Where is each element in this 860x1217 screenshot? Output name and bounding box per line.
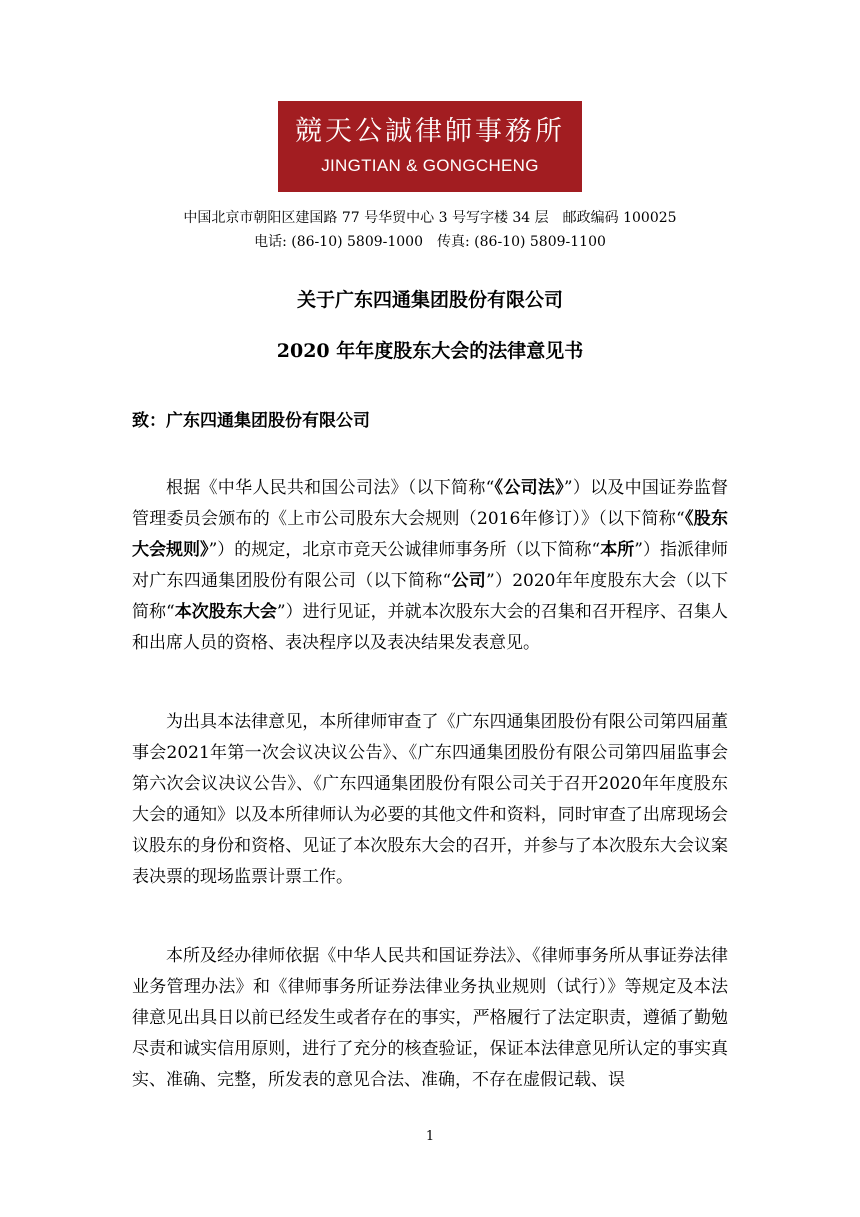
paragraph-3: 本所及经办律师依据《中华人民共和国证券法》、《律师事务所从事证券法律业务管理办法》和《律师事务所证券法律业务执业规则（试行）》等规定及本法律意见出具日以前已经发生或者存在的事实，严格履行了法定职责，遵循了勤勉尽责和诚实信用原则，进行了充分的核查验证，保证本法律意见所认定的事实真实、准确、完整，所发表的意见合法、准确，不存在虚假记载、误 <box>132 946 728 1090</box>
paragraph-1-text: ”）的规定，北京市竞天公诚律师事务所（以下简称“ <box>208 540 601 560</box>
paragraph-2: 为出具本法律意见，本所律师审查了《广东四通集团股份有限公司第四届董事会2021年第一次会议决议公告》、《广东四通集团股份有限公司第四届监事会第六次会议决议公告》、《广东四通集团股份有限公司关于召开2020年年度股东大会的通知》以及本所律师认为必要的其他文件和资料，同时审查了出席现场会议股东的身份和资格、见证了本次股东大会的召开，并参与了本次股东大会议案表决票的现场监票计票工作。 <box>132 712 728 887</box>
defined-term: 本所 <box>600 540 635 560</box>
logo-name-cn: 競天公誠律師事務所 <box>295 116 565 147</box>
logo-name-en: JINGTIAN & GONGCHENG <box>321 156 539 175</box>
page-number: 1 <box>425 1129 435 1144</box>
paragraph-1-text: ”）2020年年度股东大会（以下简称“ <box>132 571 728 622</box>
defined-term: 公司 <box>451 571 486 591</box>
defined-term: 《股东大会规则》 <box>132 509 728 560</box>
firm-logo <box>278 101 582 192</box>
paragraph-1-text: ”）进行见证，并就本次股东大会的召集和召开程序、召集人和出席人员的资格、表决程序以及表决结果发表意见。 <box>132 602 728 653</box>
document-title-line2: 2020 年年度股东大会的法律意见书 <box>276 340 584 362</box>
defined-term: 《公司法》 <box>494 478 564 498</box>
paragraph-1 <box>132 473 728 659</box>
paragraph-1-text: ”）以及中国证券监督管理委员会颁布的《上市公司股东大会规则（2016年修订）》（以下简称“ <box>132 478 728 529</box>
defined-term: 本次股东大会 <box>174 602 277 622</box>
recipient: 致：广东四通集团股份有限公司 <box>132 411 370 431</box>
contact-line: 电话: (86-10) 5809-1000 传真: (86-10) 5809-1100 <box>254 234 606 250</box>
paragraph-1-text: ”）指派律师对广东四通集团股份有限公司（以下简称“ <box>132 540 728 591</box>
address-line: 中国北京市朝阳区建国路 77 号华贸中心 3 号写字楼 34 层 邮政编码 100025 <box>183 210 677 226</box>
document-title-line1: 关于广东四通集团股份有限公司 <box>296 289 563 311</box>
paragraph-1-text: 根据《中华人民共和国公司法》（以下简称“ <box>166 478 495 498</box>
